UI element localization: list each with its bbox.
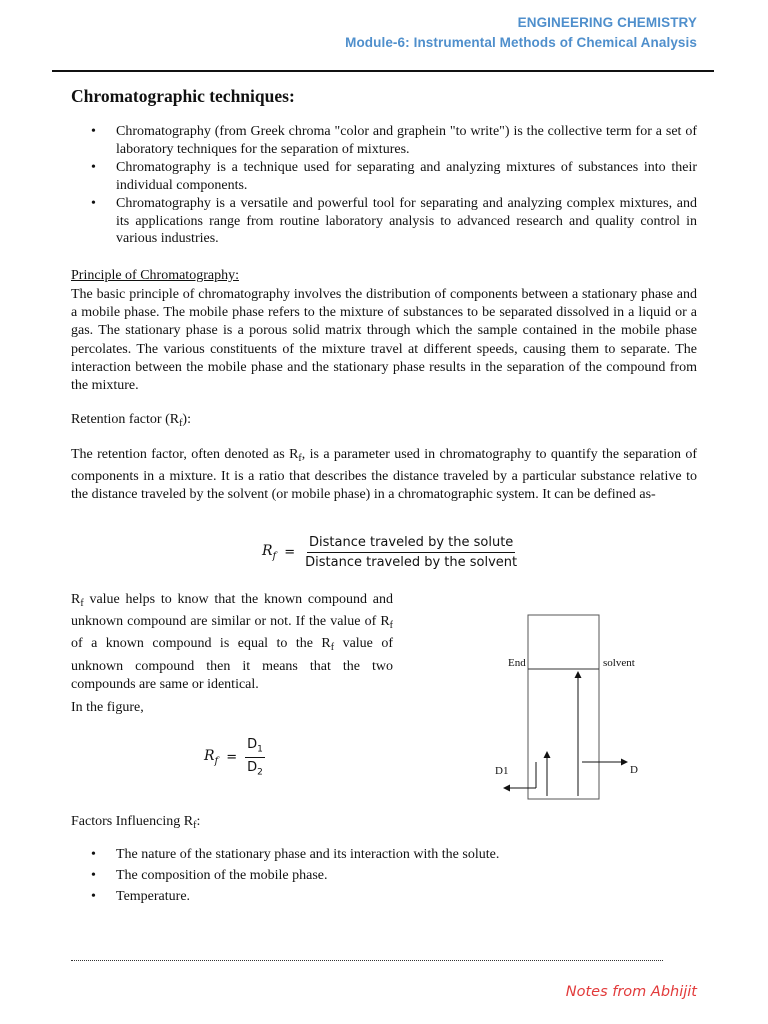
fraction-denominator: Distance traveled by the solvent	[305, 555, 518, 570]
fraction-numerator: Distance traveled by the solute	[307, 535, 515, 553]
label-end: End	[508, 657, 526, 669]
rf-ratio-equation	[204, 737, 265, 777]
header-rule	[52, 70, 714, 72]
list-item: • Chromatography is a technique used for separating and analyzing mixtures of substances into their individual components.	[71, 159, 697, 194]
principle-heading: Principle of Chromatography:	[71, 268, 239, 283]
rf-definition-equation	[262, 535, 519, 570]
retention-factor-heading: Retention factor $(R_f)$:	[71, 412, 191, 429]
footer-rule	[71, 960, 663, 961]
factors-heading: Factors Influencing $R_f$:	[71, 814, 201, 831]
label-d1: D1	[495, 765, 509, 777]
equals-sign: =	[284, 545, 296, 560]
list-item: • Chromatography (from Greek chroma "color and graphein "to write") is the collective term for a set of laboratory techniques for the separation of mixtures.	[71, 123, 697, 158]
header-module: Module-6: Instrumental Methods of Chemical Analysis	[345, 35, 697, 50]
chromatography-diagram	[490, 612, 650, 802]
fraction	[303, 535, 519, 570]
fraction-denominator: $D_2$	[247, 759, 263, 778]
equals-sign: =	[226, 749, 238, 765]
header-course: ENGINEERING CHEMISTRY	[517, 15, 697, 30]
principle-body: The basic principle of chromatography involves the distribution of components between a stationary phase and a mobile phase. The mobile phase refers to the mixture of substances to be separated dissolved in a liquid or a gas. The stationary phase is a porous solid matrix through which the sample contained in the mobile phase percolates. The various constituents of the mixture travel at different speeds, causing them to separate. The interaction between the mobile phase and the stationary phase results in the separation of the compound from the mixture.	[71, 287, 697, 394]
fraction	[245, 737, 265, 777]
figure-intro: In the figure,	[71, 700, 144, 715]
list-item: • The composition of the mobile phase.	[71, 867, 697, 885]
footer-note: Notes from Abhijit	[565, 984, 697, 1000]
list-item: • The nature of the stationary phase and its interaction with the solute.	[71, 846, 697, 864]
label-solvent: solvent	[603, 657, 635, 669]
section-title: Chromatographic techniques:	[71, 86, 295, 106]
rf-explanation: $R_f$ value helps to know that the known compound and unknown compound are similar or not. If the value of $R_f$ of a known compound is equal to the $R_f$ value of unknown compound then it means that the two compounds are same or identical.	[71, 592, 394, 692]
equation-lhs: $R_f$	[262, 543, 277, 562]
retention-factor-body: The retention factor, often denoted as $R_f$, is a parameter used in chromatography to quantify the separation of components in a mixture. It is a ratio that describes the distance traveled by a particular substance relative to the distance traveled by the solvent (or mobile phase) in a chromatographic system. It can be defined as-	[71, 447, 697, 503]
factors-bullet-list	[71, 846, 697, 909]
intro-bullet-list	[71, 123, 697, 249]
equation-lhs: $R_f$	[204, 747, 219, 767]
list-item: • Temperature.	[71, 888, 697, 906]
fraction-numerator: $D_1$	[245, 737, 265, 758]
label-d: D	[630, 764, 638, 776]
paper-strip	[528, 615, 599, 799]
list-item: • Chromatography is a versatile and powerful tool for separating and analyzing complex mixtures, and its applications range from routine laboratory analysis to advanced research and quality control in various industries.	[71, 195, 697, 248]
